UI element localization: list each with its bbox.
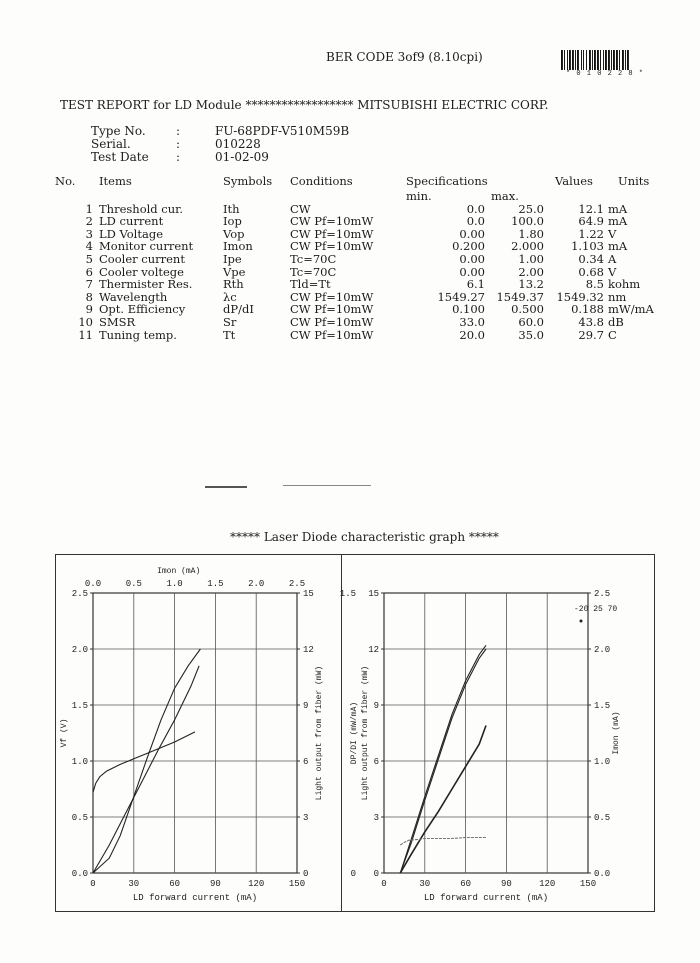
left-tick-label: 3 [373, 813, 379, 823]
cell-value: 43.8 [578, 314, 604, 329]
x-tick-label: 0 [381, 879, 387, 889]
col-header-min: min. [406, 189, 432, 203]
x-tick-label: 0 [90, 879, 96, 889]
x-tick-label: 30 [419, 879, 431, 889]
cell-item: Monitor current [99, 239, 194, 254]
barcode-bar [561, 50, 563, 70]
cell-condition: CW Pf=10mW [290, 214, 374, 229]
chart-left [56, 555, 341, 910]
scan-line [283, 485, 371, 486]
cell-unit: mA [608, 214, 628, 229]
barcode-bar [622, 50, 624, 70]
cell-unit: kohm [608, 277, 641, 292]
x-tick-label: 150 [288, 879, 306, 889]
barcode-bar [589, 50, 591, 70]
x-axis-label: LD forward current (mA) [132, 893, 258, 903]
col-header-specifications: Specifications [406, 174, 488, 188]
cell-value: 0.188 [571, 302, 604, 317]
cell-max: 13.2 [518, 277, 544, 292]
left-tick-label: 2.0 [71, 645, 88, 655]
top-tick-label: 0.0 [84, 579, 102, 589]
cell-min: 0.00 [459, 251, 485, 266]
cell-condition: CW Pf=10mW [290, 302, 374, 317]
cell-min: 0.0 [466, 201, 485, 216]
cell-condition: Tld=Tt [290, 277, 331, 292]
cell-no: 8 [85, 289, 93, 304]
cell-min: 0.00 [459, 226, 485, 241]
cell-condition: Tc=70C [290, 251, 337, 266]
serial-value: 010228 [215, 137, 261, 151]
cell-no: 5 [85, 251, 93, 266]
col-header-no: No. [55, 174, 76, 188]
barcode-bar [608, 50, 610, 70]
cell-symbol: Iop [223, 214, 242, 229]
right-tick-label: 3 [303, 813, 309, 823]
left-tick-label: 6 [373, 757, 379, 767]
cell-symbol: Sr [223, 314, 237, 329]
cell-item: SMSR [99, 314, 136, 329]
table-row [55, 253, 678, 266]
left-axis-label: Vf (V) [60, 718, 69, 748]
cell-symbol: Ipe [223, 251, 242, 266]
cell-unit: C [608, 327, 617, 342]
barcode-bar [572, 50, 574, 70]
right-axis-label: Imon (mA) [612, 711, 621, 755]
type-no-value: FU-68PDF-V510M59B [215, 124, 350, 138]
left-tick-label: 0.0 [71, 869, 88, 879]
cell-max: 2.00 [518, 264, 544, 279]
cell-max: 60.0 [518, 314, 544, 329]
barcode-bar [575, 50, 576, 70]
cell-min: 0.0 [466, 214, 485, 229]
barcode-bar [611, 50, 612, 70]
barcode-bar [616, 50, 618, 70]
cell-no: 7 [85, 277, 93, 292]
cell-unit: V [608, 264, 617, 279]
type-no-label: Type No. [91, 124, 146, 138]
cell-max: 0.500 [511, 302, 544, 317]
barcode-bar [564, 50, 565, 70]
barcode-bar [592, 50, 593, 70]
cell-min: 0.100 [452, 302, 485, 317]
temperature-annotation: -20 25 70 [574, 605, 618, 614]
cell-value: 12.1 [578, 201, 604, 216]
top-tick-label: 0.5 [125, 579, 142, 589]
table-row [55, 278, 678, 291]
barcode-number: * 0 1 0 2 2 8 * [566, 70, 645, 78]
cell-max: 1.80 [518, 226, 544, 241]
left-tick-label: 15 [368, 589, 379, 599]
cell-no: 9 [85, 302, 93, 317]
cell-no: 10 [78, 314, 93, 329]
barcode-bar [583, 50, 584, 70]
barcode-bar [594, 50, 596, 70]
barcode-bar [586, 50, 587, 70]
top-tick-label: 2.5 [288, 579, 306, 589]
cell-no: 3 [85, 226, 93, 241]
cell-unit: dB [608, 314, 624, 329]
col-header-items: Items [99, 174, 132, 188]
test-date-colon: : [176, 150, 181, 164]
barcode-bar [567, 50, 568, 70]
left-tick-label: 0 [373, 869, 379, 879]
barcode-bar [600, 50, 601, 70]
cell-unit: mW/mA [608, 302, 654, 317]
cell-unit: nm [608, 289, 627, 304]
cell-item: Opt. Efficiency [99, 302, 186, 317]
cell-symbol: Tt [223, 327, 236, 342]
cell-value: 0.34 [578, 251, 604, 266]
x-axis-label: LD forward current (mA) [423, 893, 549, 903]
cell-no: 6 [85, 264, 93, 279]
barcode-bar [605, 50, 607, 70]
x-tick-label: 90 [209, 879, 221, 889]
cell-min: 33.0 [459, 314, 485, 329]
col-header-conditions: Conditions [290, 174, 353, 188]
right-tick-label: 15 [303, 589, 314, 599]
x-tick-label: 120 [539, 879, 556, 889]
barcode-bar [577, 50, 579, 70]
cell-symbol: Rth [223, 277, 244, 292]
cell-item: LD Voltage [99, 226, 164, 241]
left-tick-label: 2.5 [71, 589, 88, 599]
cell-no: 1 [85, 201, 93, 216]
barcode-image [561, 50, 653, 70]
right-tick-label: 0.5 [594, 813, 611, 823]
series-line [93, 732, 195, 793]
right-axis-label: Light output from fiber (mW) [315, 665, 324, 801]
cell-max: 100.0 [511, 214, 544, 229]
left-tick-label: 0.5 [71, 813, 88, 823]
cell-condition: CW Pf=10mW [290, 226, 374, 241]
cell-value: 1.103 [571, 239, 604, 254]
right-tick-label: 9 [303, 701, 309, 711]
cell-item: Tuning temp. [99, 327, 177, 342]
barcode-bar [569, 50, 571, 70]
cell-min: 0.00 [459, 264, 485, 279]
barcode-bar [627, 50, 629, 70]
cell-item: Cooler voltege [99, 264, 184, 279]
cell-unit: V [608, 226, 617, 241]
serial-colon: : [176, 137, 181, 151]
cell-min: 0.200 [452, 239, 485, 254]
graph-title: ***** Laser Diode characteristic graph ***** [230, 530, 499, 544]
x-tick-label: 90 [500, 879, 512, 889]
left-extra-tick-label: 1.5 [339, 589, 356, 599]
cell-min: 6.1 [466, 277, 485, 292]
col-header-symbols: Symbols [223, 174, 273, 188]
cell-symbol: dP/dI [223, 302, 254, 317]
barcode-bar [603, 50, 604, 70]
right-tick-label: 2.0 [594, 645, 611, 655]
x-tick-label: 120 [248, 879, 265, 889]
serial-label: Serial. [91, 137, 131, 151]
test-date-label: Test Date [91, 150, 149, 164]
left-tick-label: 12 [368, 645, 379, 655]
cell-condition: CW Pf=10mW [290, 314, 374, 329]
x-tick-label: 150 [579, 879, 597, 889]
barcode-bar [625, 50, 626, 70]
cell-symbol: Vop [223, 226, 245, 241]
x-tick-label: 30 [128, 879, 140, 889]
cell-min: 20.0 [459, 327, 485, 342]
cell-no: 2 [85, 214, 93, 229]
cell-condition: CW [290, 201, 311, 216]
cell-value: 0.68 [578, 264, 604, 279]
annotation-dot [580, 620, 583, 623]
col-header-values: Values [555, 174, 593, 188]
cell-max: 25.0 [518, 201, 544, 216]
report-title: TEST REPORT for LD Module ****************** MITSUBISHI ELECTRIC CORP. [60, 98, 549, 112]
left-tick-label: 1.5 [71, 701, 88, 711]
chart-right [339, 555, 652, 910]
cell-item: Cooler current [99, 251, 185, 266]
right-tick-label: 0.0 [594, 869, 611, 879]
top-tick-label: 2.0 [248, 579, 265, 589]
top-tick-label: 1.5 [207, 579, 224, 589]
scan-mark [205, 486, 247, 488]
cell-value: 29.7 [578, 327, 604, 342]
x-tick-label: 60 [169, 879, 181, 889]
left-tick-label: 1.0 [71, 757, 88, 767]
right-tick-label: 1.5 [594, 701, 611, 711]
col-header-units: Units [618, 174, 650, 188]
cell-unit: A [608, 251, 617, 266]
cell-condition: Tc=70C [290, 264, 337, 279]
right-tick-label: 12 [303, 645, 314, 655]
right-tick-label: 2.5 [594, 589, 611, 599]
plot-area [93, 593, 297, 873]
cell-value: 64.9 [578, 214, 604, 229]
cell-symbol: Ith [223, 201, 240, 216]
cell-item: LD current [99, 214, 164, 229]
barcode-bar [597, 50, 599, 70]
cell-item: Threshold cur. [99, 201, 184, 216]
cell-unit: mA [608, 201, 628, 216]
cell-max: 1549.37 [496, 289, 544, 304]
cell-max: 1.00 [518, 251, 544, 266]
cell-max: 2.000 [511, 239, 544, 254]
left-axis-label-2: Light output from fiber (mW) [361, 665, 370, 801]
cell-symbol: Vpe [223, 264, 246, 279]
cell-min: 1549.27 [437, 289, 485, 304]
left-extra-tick-label: 0 [350, 869, 356, 879]
left-tick-label: 9 [373, 701, 379, 711]
cell-item: Thermister Res. [99, 277, 193, 292]
cell-no: 4 [85, 239, 93, 254]
barcode-bar [613, 50, 615, 70]
table-row [55, 215, 678, 228]
cell-value: 8.5 [585, 277, 604, 292]
right-tick-label: 1.0 [594, 757, 611, 767]
table-row [55, 316, 678, 329]
x-tick-label: 60 [460, 879, 472, 889]
cell-no: 11 [78, 327, 93, 342]
barcode-bar [619, 50, 620, 70]
barcode-bar [581, 50, 582, 70]
cell-unit: mA [608, 239, 628, 254]
cell-max: 35.0 [518, 327, 544, 342]
cell-symbol: λc [223, 289, 237, 304]
cell-condition: CW Pf=10mW [290, 327, 374, 342]
cell-condition: CW Pf=10mW [290, 289, 374, 304]
right-tick-label: 6 [303, 757, 309, 767]
cell-value: 1.22 [578, 226, 604, 241]
cell-symbol: Imon [223, 239, 253, 254]
top-tick-label: 1.0 [166, 579, 183, 589]
test-date-value: 01-02-09 [215, 150, 269, 164]
cell-value: 1549.32 [556, 289, 604, 304]
type-no-colon: : [176, 124, 181, 138]
left-axis-label: DP/DI (mW/mA) [350, 701, 359, 765]
spec-table [55, 175, 678, 341]
barcode-label: BER CODE 3of9 (8.10cpi) [326, 50, 483, 64]
series-line [400, 726, 486, 874]
top-axis-label: Imon (mA) [157, 567, 201, 576]
col-header-max: max. [491, 189, 519, 203]
cell-condition: CW Pf=10mW [290, 239, 374, 254]
table-row [55, 329, 678, 342]
cell-item: Wavelength [99, 289, 168, 304]
right-tick-label: 0 [303, 869, 309, 879]
